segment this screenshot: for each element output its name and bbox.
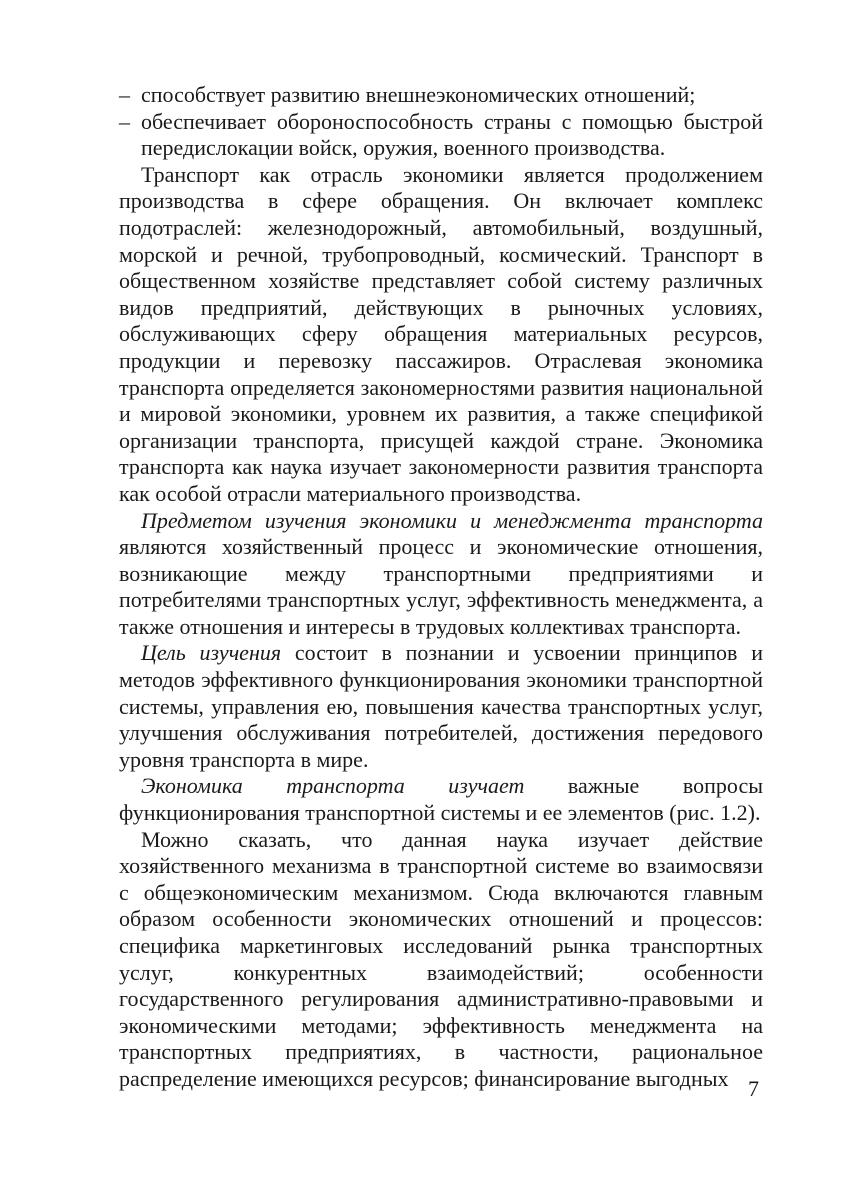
paragraph-transport-economics — [119, 773, 763, 826]
bullet-dash: – — [119, 108, 130, 134]
paragraph-economic-mechanism: Можно сказать, что данная наука изучает действие хозяйственного механизма в транспортной системе во взаимосвязи с общеэкономическим механизмом. Сюда включаются главным образом особенности экономических отношений и процессов: специфика маркетинговых исследований рынка транспортных услуг, конкурентных взаимодействий; особенности государственного регулирования административно-правовыми и экономическими методами; эффективность менеджмента на транспортных предприятиях, в частности, рациональное распределение имеющихся ресурсов; финансирование выгодных — [119, 826, 763, 1091]
bullet-item — [119, 82, 763, 109]
paragraph-transport-industry: Транспорт как отрасль экономики является продолжением производства в сфере обращения. Он включает комплекс подотраслей: железнодорожный, автомобильный, воздушный, морской и речной, трубопроводный, космический. Транспорт в общественном хозяйстве представляет собой систему различных видов предприятий, действующих в рыночных условиях, обслуживающих сферу обращения материальных ресурсов, продукции и перевозку пассажиров. Отраслевая экономика транспорта определяется закономерностями развития национальной и мировой экономики, уровнем их развития, а также спецификой организации транспорта, присущей каждой стране. Экономика транспорта как наука изучает закономерности развития транспорта как особой отрасли материального производства. — [119, 161, 763, 506]
paragraph-subject-of-study — [119, 508, 763, 641]
paragraph-text: являются хозяйственный процесс и экономические отношения, возникающие между транспортными предприятиями и потребителями транспортных услуг, эффективность менеджмента, а также отношения и интересы в трудовых коллективах транспорта. — [119, 534, 763, 639]
paragraph-text: состоит в познании и усвоении принципов и методов эффективного функционирования экономики транспортной системы, управления ею, повышения качества транспортных услуг, улучшения обслуживания потребителей, достижения передового уровня транспорта в мире. — [119, 640, 763, 772]
bullet-item — [119, 109, 763, 162]
italic-term: Цель изучения — [141, 640, 282, 666]
bullet-text: способствует развитию внешнеэкономических отношений; — [141, 82, 696, 107]
page-number: 7 — [748, 1076, 759, 1101]
paragraph-goal-of-study — [119, 640, 763, 773]
italic-term: Предметом изучения экономики и менеджмента транспорта — [141, 507, 763, 533]
bullet-text: обеспечивает обороноспособность страны с помощью быстрой передислокации войск, оружия, военного производства. — [141, 108, 763, 161]
italic-term: Экономика транспорта изучает — [141, 773, 525, 799]
paragraph-text: важные вопросы функционирования транспортной системы и ее элементов (рис. 1.2). — [119, 773, 763, 826]
page-body — [119, 82, 763, 1093]
bullet-dash: – — [119, 82, 130, 107]
